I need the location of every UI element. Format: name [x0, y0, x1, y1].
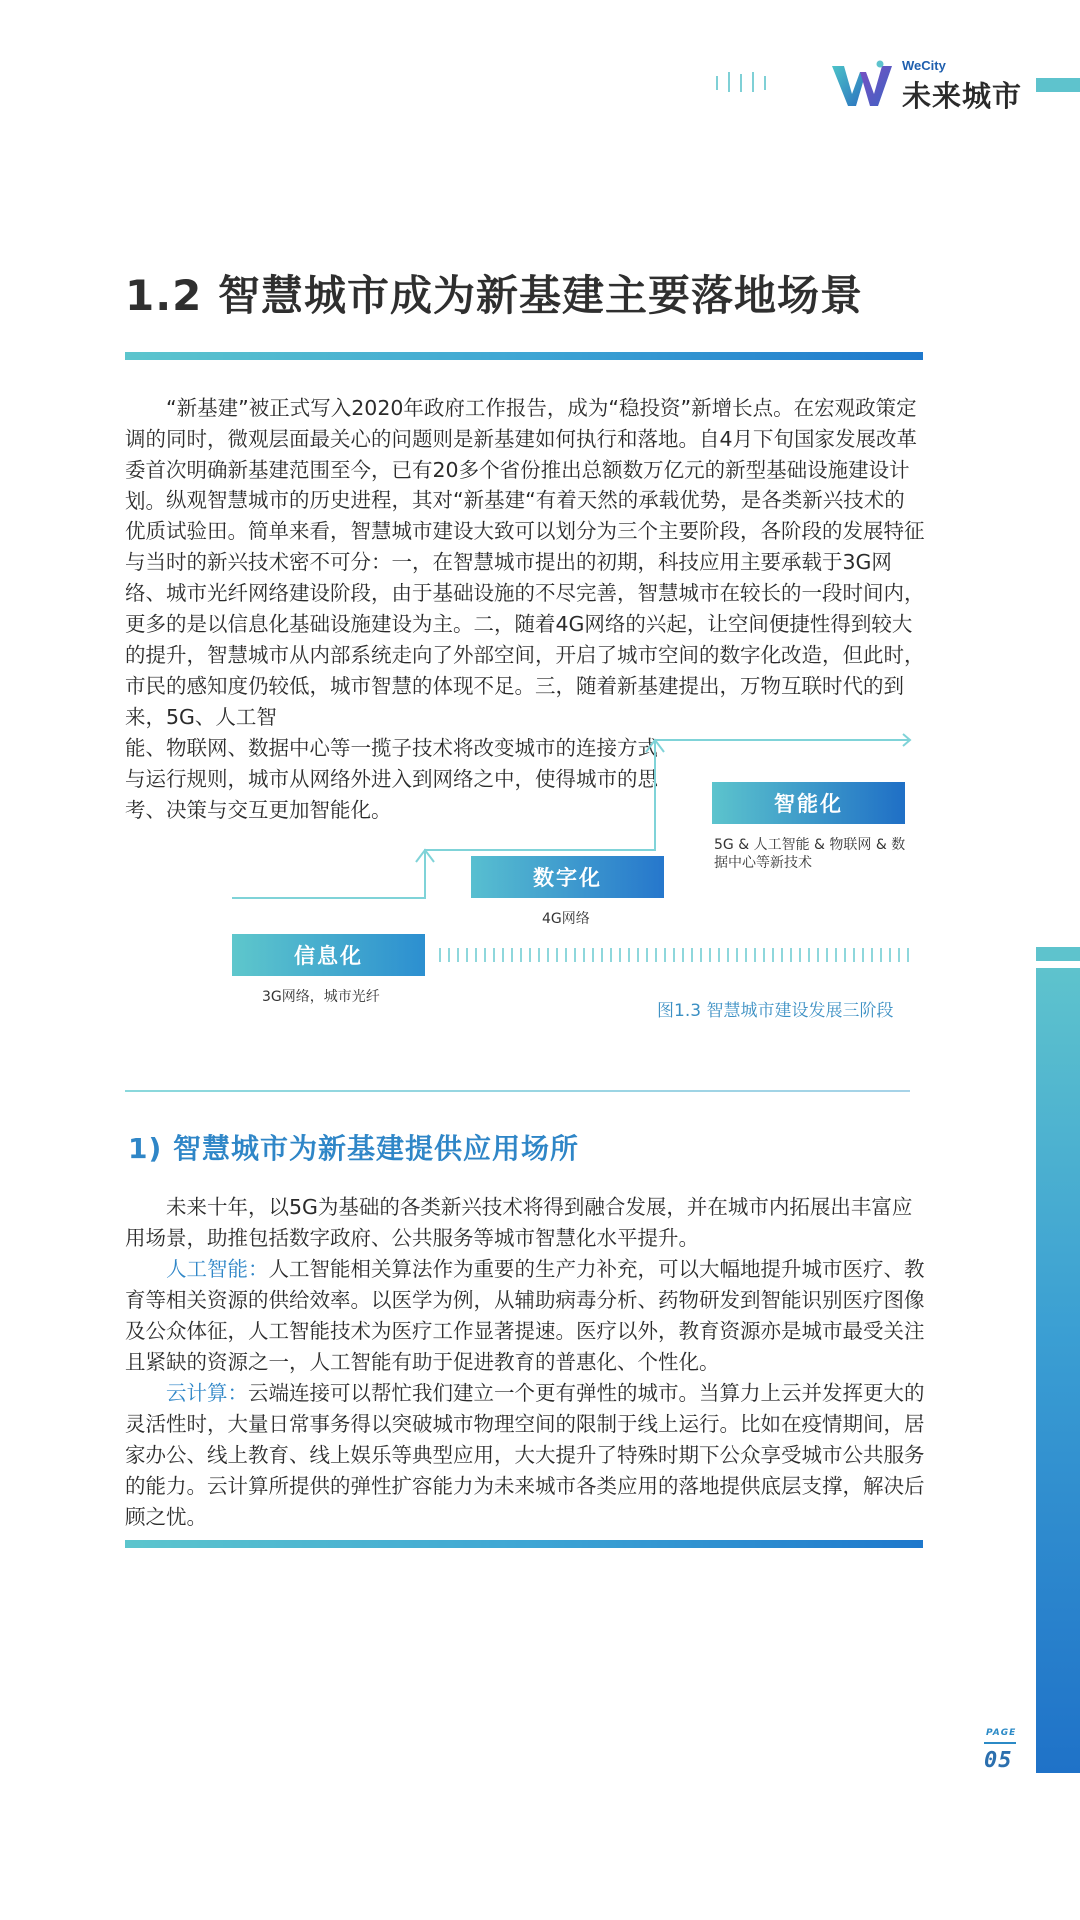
logo-wordmark: 未来城市 [902, 79, 1023, 113]
cloud-paragraph [125, 1378, 925, 1533]
side-accent-bar [1036, 947, 1080, 961]
page-label: PAGE [986, 1728, 1017, 1738]
wecity-logo [830, 56, 1025, 116]
stage-label: 数字化 [533, 866, 602, 890]
intro-p2-text: 纵观智慧城市的历史进程，其对“新基建“有着天然的承载优势，是各类新兴技术的优质试验田。简单来看，智慧城市建设大致可以划分为三个主要阶段，各阶段的发展特征与当时的新兴技术密不可分：一，在智慧城市提出的初期，科技应用主要承载于3G网络、城市光纤网络建设阶段，由于基础设施的不尽完善，智慧城市在较长的一段时间内，更多的是以信息化基础设施建设为主。二，随着4G网络的兴起，让空间便捷性得到较大的提升，智慧城市从内部系统走向了外部空间，开启了城市空间的数字化改造，但此时，市民的感知度仍较低，城市智慧的体现不足。三，随着新基建提出，万物互联时代的到来，5G、人工智 [125, 488, 925, 729]
intro-p2-line: 能、物联网、数据中心等一揽子技术将改变城市的连接方式 [125, 736, 658, 760]
stage-caption: 5G & 人工智能 & 物联网 & 数 [714, 837, 906, 853]
cloud-label: 云计算： [166, 1381, 248, 1405]
logo-wordmark-small: WeCity [902, 58, 946, 73]
ai-label: 人工智能： [166, 1257, 269, 1281]
subsection-body [125, 1192, 925, 1533]
header-tick-marks [715, 70, 775, 94]
stage-label: 信息化 [294, 944, 363, 968]
title-divider [125, 352, 923, 360]
intro-p2-line: 与运行规则，城市从网络外进入到网络之中，使得城市的思 [125, 767, 658, 791]
subsection-intro: 未来十年，以5G为基础的各类新兴技术将得到融合发展，并在城市内拓展出丰富应用场景，助推包括数字政府、公共服务等城市智慧化水平提升。 [125, 1195, 913, 1250]
stage-informatization [232, 934, 425, 976]
intro-p2-line: 考、决策与交互更加智能化。 [125, 798, 392, 822]
section-divider [125, 1090, 910, 1092]
side-gradient-bar [1036, 968, 1080, 1773]
stage-intelligentization [712, 782, 905, 824]
ai-paragraph [125, 1254, 925, 1378]
section-title: 1.2 智慧城市成为新基建主要落地场景 [125, 271, 864, 320]
stage-digitalization [471, 856, 664, 898]
stage-caption: 3G网络，城市光纤 [262, 989, 380, 1005]
wecity-logo-icon [830, 60, 894, 110]
stage-caption: 4G网络 [542, 911, 590, 927]
stage-label: 智能化 [774, 792, 843, 816]
page-number: 05 [984, 1748, 1013, 1773]
ai-text: 人工智能相关算法作为重要的生产力补充，可以大幅地提升城市医疗、教育等相关资源的供给效率。以医学为例，从辅助病毒分析、药物研发到智能识别医疗图像及公众体征，人工智能技术为医疗工作显著提速。医疗以外，教育资源亦是城市最受关注且紧缺的资源之一，人工智能有助于促进教育的普惠化、个性化。 [125, 1257, 925, 1374]
subsection-title: 1) 智慧城市为新基建提供应用场所 [128, 1132, 580, 1165]
header-accent-bar [1036, 78, 1080, 92]
stage-caption: 据中心等新技术 [714, 855, 812, 871]
figure-caption: 图1.3 智慧城市建设发展三阶段 [657, 1001, 894, 1021]
cloud-text: 云端连接可以帮忙我们建立一个更有弹性的城市。当算力上云并发挥更大的灵活性时，大量日常事务得以突破城市物理空间的限制于线上运行。比如在疫情期间，居家办公、线上教育、线上娱乐等典型应用，大大提升了特殊时期下公众享受城市公共服务的能力。云计算所提供的弹性扩容能力为未来城市各类应用的落地提供底层支撑，解决后顾之忧。 [125, 1381, 925, 1529]
page-rule [984, 1742, 1016, 1744]
bottom-divider [125, 1540, 923, 1548]
intro-p1-text: “新基建”被正式写入2020年政府工作报告，成为“稳投资”新增长点。在宏观政策定调的同时，微观层面最关心的问题则是新基建如何执行和落地。自4月下旬国家发展改革委首次明确新基建范围至今，已有20多个省份推出总额数万亿元的新型基础设施建设计划。 [125, 396, 918, 513]
